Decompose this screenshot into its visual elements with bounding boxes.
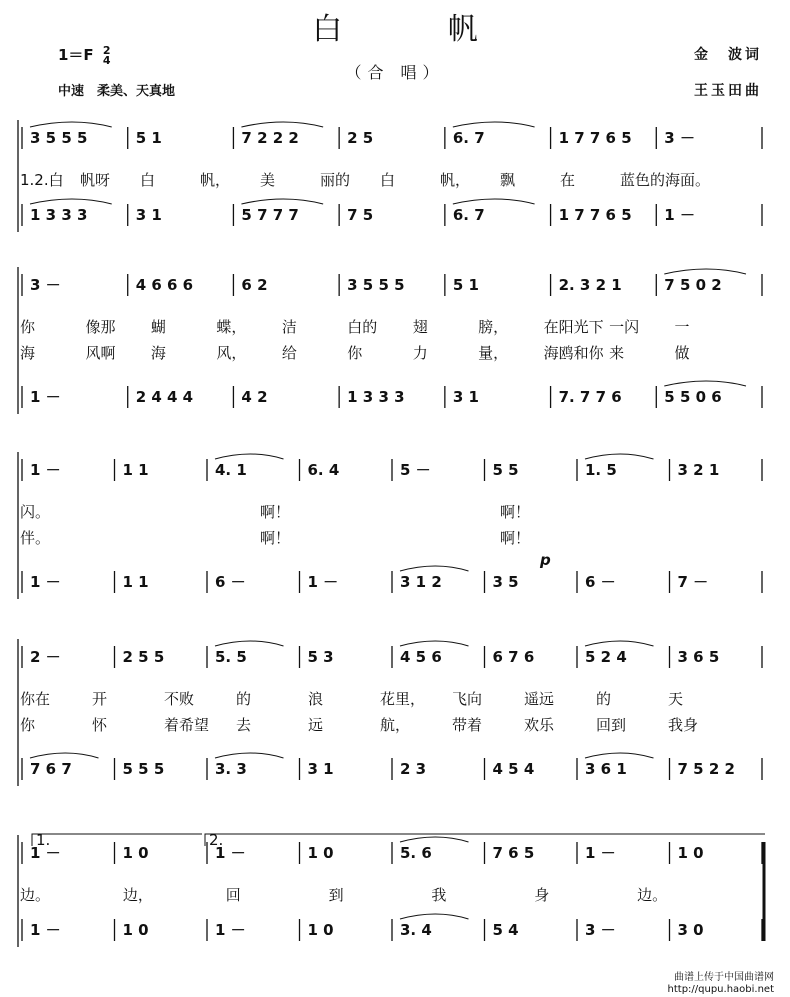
lyric-syllable: 蝴 [150,318,166,336]
slur [400,641,469,646]
slur [585,641,654,646]
lyric-syllable: 回到 [596,716,627,734]
lyric-syllable: 洁 [281,318,297,336]
lower-voice-measure: 7 5 [347,206,374,224]
upper-voice-measure: 5. 6 [400,844,432,862]
lower-voice-measure: 5 5 0 6 [664,388,722,406]
lyric-syllable: 力 [412,344,428,362]
lyric-syllable: 海 [150,344,166,362]
lyric-syllable: 到 [328,886,344,904]
lyric-syllable: 我 [431,886,447,904]
lower-voice-measure: 2 3 [400,760,427,778]
lyric-syllable: 远 [308,716,324,734]
lyric-syllable: 回 [225,886,241,904]
upper-voice-measure: 6. 7 [452,129,485,147]
time-sig-top: 2 [102,43,111,57]
slur [400,566,469,571]
slur [215,641,284,646]
upper-voice-measure: 5 2 4 [585,648,627,666]
upper-voice-measure: 2. 3 2 1 [558,276,622,294]
upper-voice-measure: 1 － [30,461,61,479]
upper-voice-measure: 4. 1 [215,461,247,479]
lyric-syllable: 在阳光下 [543,318,604,336]
footer-line1: 曲谱上传于中国曲谱网 [674,972,774,983]
lyric-syllable: 帆， [440,171,471,189]
lower-voice-measure: 3. 4 [400,921,432,939]
lyric-syllable: 遥远 [524,690,555,708]
lyric-syllable: 怀 [92,716,108,734]
upper-voice-measure: 2 － [30,648,61,666]
lyric-syllable: 1.2.白 [20,171,64,189]
lyric-syllable: 翅 [412,318,428,336]
lower-voice-measure: 3 5 [492,573,519,591]
lyric-syllable: 你 [20,716,36,734]
slur [215,454,284,459]
lyric-syllable: 边， [122,886,153,904]
lyric-syllable: 不败 [164,690,195,708]
lyric-syllable: 天 [668,690,684,708]
lower-voice-measure: 1 － [30,573,61,591]
lower-voice-measure: 3 1 [452,388,479,406]
music-system [18,452,762,599]
lower-voice-measure: 3 1 [307,760,334,778]
lyric-syllable: 的 [596,690,612,708]
lower-voice-measure: 1 3 3 3 [347,388,405,406]
upper-voice-measure: 1 － [215,844,246,862]
lyric-syllable: 你在 [20,690,51,708]
lyric-syllable: 去 [236,716,252,734]
lyric-syllable: 你 [20,318,36,336]
lyric-syllable: 白 [380,171,396,189]
lyric-syllable: 着希望 [164,716,210,734]
lyric-syllable: 海 [20,344,36,362]
lyric-syllable: 花里， [380,690,426,708]
lower-voice-measure: 5 4 [492,921,519,939]
lower-voice-measure: 7 6 7 [30,760,72,778]
lower-voice-measure: 3. 3 [215,760,247,778]
lower-voice-measure: 6 － [215,573,246,591]
lower-voice-measure: 3 － [585,921,616,939]
upper-voice-measure: 1 7 7 6 5 [558,129,632,147]
lyric-syllable: 边。 [20,886,51,904]
lyric-syllable: 啊！ [500,503,531,521]
lyric-syllable: 我身 [668,716,699,734]
lyricist-credit: 金 波词 [694,47,762,63]
slur [30,122,112,127]
upper-voice-measure: 6 2 [241,276,268,294]
lower-voice-measure: 1 － [30,921,61,939]
upper-voice-measure: 1 0 [307,844,334,862]
upper-voice-measure: 1 － [30,844,61,862]
lower-voice-measure: 1 7 7 6 5 [558,206,632,224]
lower-voice-measure: 7. 7 7 6 [558,388,622,406]
lyric-syllable: 蓝色的海 [620,171,681,189]
lower-voice-measure: 1 1 [122,573,149,591]
key-label: 1＝F [58,46,94,64]
music-system [18,639,762,786]
upper-voice-measure: 1 0 [677,844,704,862]
slur [664,381,746,386]
dynamic-marking: p [540,551,551,569]
composer-credit: 王玉田曲 [694,83,762,99]
lyric-syllable: 量， [478,344,509,362]
lyric-syllable: 欢乐 [524,716,555,734]
slur [30,199,112,204]
lyric-syllable: 的 [236,690,252,708]
lyric-syllable: 做 [674,344,690,362]
music-system [18,831,765,947]
lyric-syllable: 啊！ [260,503,291,521]
lower-voice-measure: 3 1 [135,206,162,224]
slur [664,269,746,274]
page-title: 白 帆 [312,12,526,47]
music-system [18,120,762,232]
upper-voice-measure: 3 5 5 5 [347,276,405,294]
lyric-syllable: 帆呀 [80,171,111,189]
slur [453,122,535,127]
lyric-syllable: 身 [534,886,550,904]
lyric-syllable: 伴。 [20,529,51,547]
lyric-syllable: 浪 [308,690,324,708]
lower-voice-measure: 1 － [664,206,695,224]
upper-voice-measure: 5 3 [307,648,334,666]
lyric-syllable: 海鸥和你 [543,344,604,362]
upper-voice-measure: 1 1 [122,461,149,479]
lower-voice-measure: 6. 7 [452,206,485,224]
lyric-syllable: 白的 [347,318,378,336]
lyric-syllable: 膀， [478,318,509,336]
lyric-syllable: 开 [92,690,108,708]
music-system [18,267,762,414]
lyric-syllable: 飘 [500,171,516,189]
upper-voice-measure: 7 6 5 [492,844,535,862]
lyric-syllable: 给 [281,344,297,362]
upper-voice-measure: 5. 5 [215,648,247,666]
slur [585,454,654,459]
upper-voice-measure: 3 2 1 [677,461,720,479]
footer-line2: http://qupu.haobi.net [667,984,774,995]
upper-voice-measure: 1 0 [122,844,149,862]
upper-voice-measure: 1 － [585,844,616,862]
lower-voice-measure: 4 5 4 [492,760,535,778]
lower-voice-measure: 1 － [215,921,246,939]
upper-voice-measure: 7 5 0 2 [664,276,722,294]
lower-voice-measure: 3 6 1 [585,760,627,778]
upper-voice-measure: 4 6 6 6 [135,276,194,294]
upper-voice-measure: 5 1 [135,129,162,147]
lyric-syllable: 风啊 [85,344,116,362]
lower-voice-measure: 1 3 3 3 [30,206,88,224]
slur [585,753,654,758]
lyric-syllable: 风， [216,344,247,362]
upper-voice-measure: 5 5 [492,461,519,479]
lyric-syllable: 你 [347,344,363,362]
lyric-syllable: 像那 [85,318,116,336]
lyric-syllable: 来 [609,344,625,362]
upper-voice-measure: 6 7 6 [492,648,535,666]
tempo-marking: 中速 柔美、天真地 [58,84,176,99]
slur [241,122,323,127]
lyric-syllable: 航， [380,716,411,734]
lyric-syllable: 白 [140,171,156,189]
lyric-syllable: 在 [560,171,576,189]
lyric-syllable: 丽的 [320,171,351,189]
lyric-syllable: 闪。 [20,503,51,521]
volta-number: 2. [209,831,224,849]
lower-voice-measure: 4 2 [241,388,268,406]
lyric-syllable: 面。 [680,171,711,189]
upper-voice-measure: 2 5 [347,129,374,147]
slur [400,837,469,842]
lower-voice-measure: 5 5 5 [122,760,165,778]
lower-voice-measure: 1 0 [307,921,334,939]
footer-watermark [668,972,774,996]
subtitle: （合 唱） [345,63,445,82]
lower-voice-measure: 6 － [585,573,616,591]
slur [30,753,99,758]
lyric-syllable: 一闪 [609,318,640,336]
lower-voice-measure: 7 5 2 2 [677,760,735,778]
upper-voice-measure: 3 － [664,129,695,147]
lower-voice-measure: 5 7 7 7 [241,206,299,224]
lyric-syllable: 带着 [452,716,483,734]
lyric-syllable: 蝶， [216,318,247,336]
upper-voice-measure: 3 － [30,276,61,294]
upper-voice-measure: 4 5 6 [400,648,442,666]
lower-voice-measure: 1 － [307,573,339,591]
lyric-syllable: 边。 [637,886,668,904]
lyric-syllable: 一 [674,318,690,336]
upper-voice-measure: 5 － [400,461,431,479]
lyric-syllable: 飞向 [452,690,483,708]
slur [400,914,469,919]
slur [215,753,284,758]
upper-voice-measure: 7 2 2 2 [241,129,299,147]
lyric-syllable: 啊！ [260,529,291,547]
lyric-syllable: 啊！ [500,529,531,547]
upper-voice-measure: 3 5 5 5 [30,129,88,147]
lyric-syllable: 美 [260,171,276,189]
lower-voice-measure: 1 － [30,388,61,406]
slur [241,199,323,204]
lower-voice-measure: 3 1 2 [400,573,442,591]
volta-number: 1. [36,831,51,849]
upper-voice-measure: 5 1 [452,276,479,294]
lyric-syllable: 帆， [200,171,231,189]
upper-voice-measure: 1. 5 [585,461,617,479]
lower-voice-measure: 7 － [677,573,709,591]
upper-voice-measure: 3 6 5 [677,648,720,666]
lower-voice-measure: 1 0 [122,921,149,939]
upper-voice-measure: 2 5 5 [122,648,165,666]
lower-voice-measure: 3 0 [677,921,704,939]
lower-voice-measure: 2 4 4 4 [135,388,194,406]
slur [453,199,535,204]
time-sig-bottom: 4 [102,53,111,67]
upper-voice-measure: 6. 4 [307,461,340,479]
